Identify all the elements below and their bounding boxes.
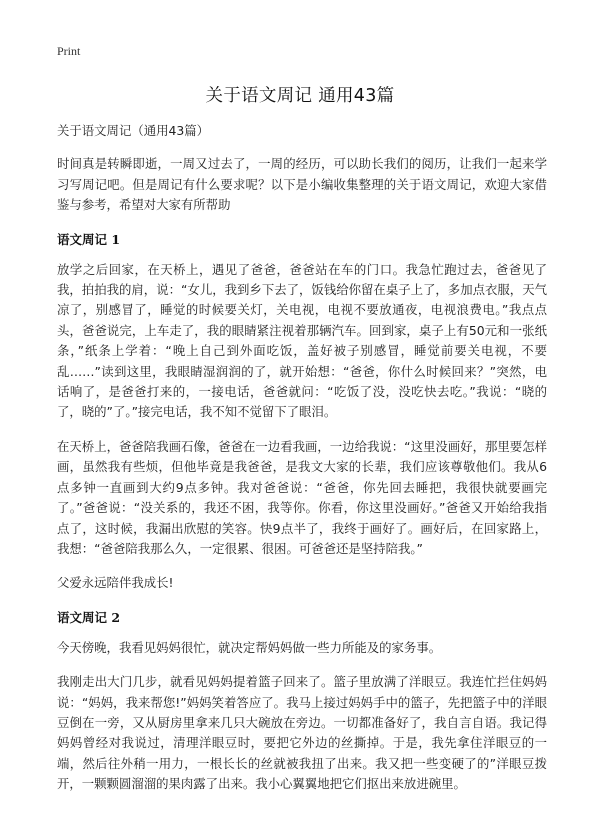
section-heading-1: 语文周记 1 [57,231,121,247]
section-heading-2: 语文周记 2 [57,609,121,625]
intro-paragraph: 时间真是转瞬即逝，一周又过去了，一周的经历，可以助长我们的阅历，让我们一起来学习写周记吧。但是周记有什么要求呢？以下是小编收集整理的关于语文周记，欢迎大家借鉴与参考，希望对大家有所帮助 [57,156,547,213]
section1-paragraph-1: 放学之后回家，在天桥上，遇见了爸爸，爸爸站在车的门口。我急忙跑过去，爸爸见了我，拍拍我的肩，说：“女儿，我到乡下去了，饭钱给你留在桌子上了，多加点衣服，天气凉了，别感冒了，睡觉的时候要关灯，关电视，电视不要放通夜，电视浪费电。”我点点头，爸爸说完，上车走了，我的眼睛紧注视着那辆汽车。回到家，桌子上有50元和一张纸条，”纸条上学着：“晚上自己到外面吃饭，盖好被子别感冒，睡觉前要关电视，不要乱……”读到这里，我眼睛湿润润的了，就开始想：“爸爸，你什么时候回来？”突然，电话响了，是爸爸打来的，一接电话，爸爸就问：“吃饭了没，没吃快去吃。”我说：“晓的了，晓的”了。”接完电话，我不知不觉留下了眼泪。 [57,261,547,420]
article-subtitle: 关于语文周记（通用43篇） [57,123,210,138]
page-title: 关于语文周记 通用43篇 [205,86,395,106]
section2-paragraph-1: 今天傍晚，我看见妈妈很忙，就决定帮妈妈做一些力所能及的家务事。 [57,639,442,655]
section1-paragraph-2: 在天桥上，爸爸陪我画石像，爸爸在一边看我画，一边给我说：“这里没画好，那里要怎样画，虽然我有些烦，但他毕竟是我爸爸，是我文大家的长辈，我们应该尊敬他们。我从6点多钟一直画到大约9点多钟。我对爸爸说：“爸爸，你先回去睡把，我很快就要画完了。”爸爸说：“没关系的，我还不困，我等你。你看，你这里没画好。”爸爸又开始给我指点了，这时候，我漏出欣慰的笑容。快9点半了，我终于画好了。画好后，在回家路上，我想：“爸爸陪我那么久，一定很累、很困。可爸爸还是坚持陪我。” [57,438,547,556]
section2-paragraph-2: 我刚走出大门几步，就看见妈妈提着篮子回来了。篮子里放满了洋眼豆。我连忙拦住妈妈说：“妈妈，我来帮您!”妈妈笑着答应了。我马上接过妈妈手中的篮子，先把篮子中的洋眼豆倒在一旁，又从厨房里拿来几只大碗放在旁边。一切都准备好了，我自言自语。我记得妈妈曾经对我说过，清理洋眼豆时，要把它外边的丝撕掉。于是，我先拿住洋眼豆的一端，然后往外稍一用力，一根长长的丝就被我扭了出来。我又把一些变硬了的”洋眼豆拨开，一颗颗圆溜溜的果肉露了出来。我小心翼翼地把它们抠出来放进碗里。 [57,674,547,792]
print-link[interactable]: Print [57,44,81,58]
article-body [57,121,547,809]
section1-paragraph-3: 父爱永远陪伴我成长! [57,575,174,591]
